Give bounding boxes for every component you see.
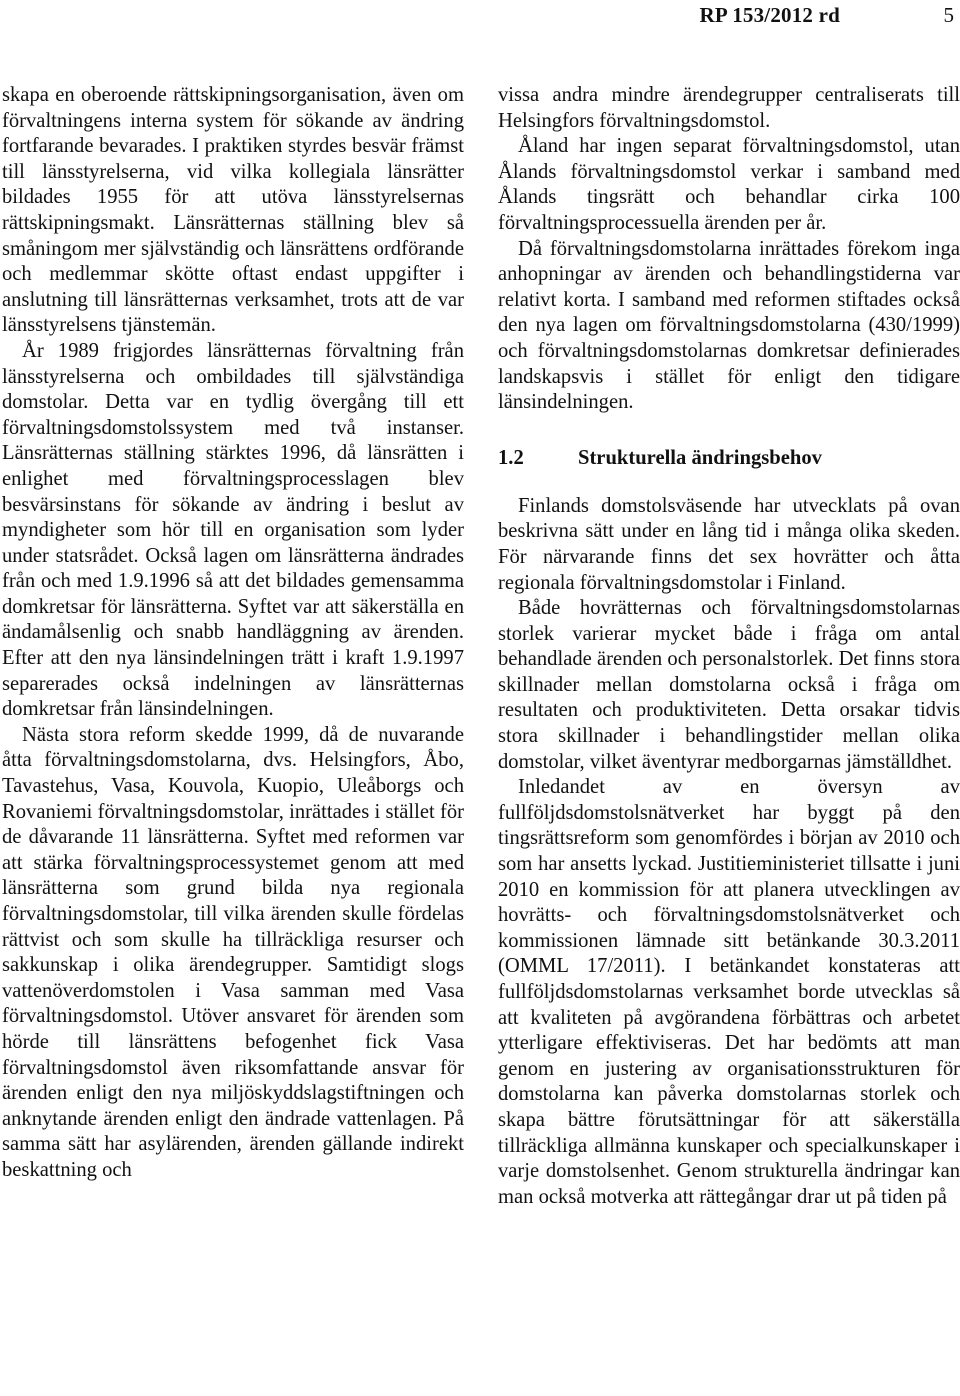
paragraph: Nästa stora reform skedde 1999, då de nuvarande åtta förvaltningsdomstolarna, dvs. Helsingfors, Åbo, Tavastehus, Vasa, Kouvola, Kuopio, Uleåborgs och Rovaniemi förvaltningsdomstolar, inrättades i stället för de dåvarande 11 länsrätterna. Syftet med reformen var att stärka förvaltningsprocessystemet genom att med länsrätterna som grund bilda nya regionala förvaltningsdomstolar, till vilka ärenden skulle fördelas rättvist och som skulle ha tillräckliga resurser och sakkunskap i olika ärendegrupper. Samtidigt slogs vattenöverdomstolen i Vasa samman med Vasa förvaltningsdomstol. Utöver ansvaret för ärenden som hörde till länsrättens befogenhet fick Vasa förvaltningsdomstol även riksomfattande ansvar för ärenden enligt den nya miljöskyddslagstiftningen och anknytande ärenden enligt den ändrade vattenlagen. På samma sätt har asylärenden, ärenden gällande indirekt beskattning och [2, 723, 464, 1181]
section-number: 1.2 [498, 446, 524, 469]
paragraph: Inledandet av en översyn av fullföljdsdomstolsnätverket har byggt på den tingsrättsreform som genomfördes i början av 2010 och som har ansetts lyckad. Justitieministeriet tillsatte i juni 2010 en kommission för att planera utvecklingen av hovrätts- och förvaltningsdomstolsnätverket och kommissionen lämnade sitt betänkande 30.3.2011 (OMML 17/2011). I betänkandet konstateras att fullföljdsdomstolarnas verksamhet borde utvecklas så att kvaliteten på avgörandena förbättras och arbetet ytterligare effektiviseras. Det har bedömts att man genom en justering av organisationsstrukturen för domstolarna kan påverka domstolarnas storlek och skapa bättre förutsättningar för att säkerställa tillräckliga allmänna kunskaper och specialkunskaper i varje domstolsenhet. Genom strukturella ändringar kan man också motverka att rättegångar drar ut på tiden på [498, 776, 960, 1208]
document-id: RP 153/2012 rd [699, 3, 840, 27]
paragraph: Åland har ingen separat förvaltningsdomstol, utan Ålands förvaltningsdomstol verkar i samband med Ålands tingsrätt och behandlar cirka 100 förvaltningsprocessuella ärenden per år. [498, 135, 960, 234]
page-header [0, 0, 960, 40]
paragraph: Finlands domstolsväsende har utvecklats på ovan beskrivna sätt under en lång tid i många olika skeden. För närvarande finns det sex hovrätter och åtta regionala förvaltningsdomstolar i Finland. [498, 494, 960, 594]
paragraph: vissa andra mindre ärendegrupper centraliserats till Helsingfors förvaltningsdomstol. [498, 84, 960, 132]
section-heading [498, 445, 960, 471]
page-number: 5 [943, 3, 954, 27]
paragraph: År 1989 frigjordes länsrätternas förvaltning från länsstyrelserna och ombildades till självständiga domstolar. Detta var en tydlig övergång till ett förvaltningsdomstolssystem med två instanser. Länsrätternas ställning stärktes 1996, då länsrätten i enlighet med förvaltningsprocesslagen blev besvärsinstans för sökande av ändring i beslut av myndigheter som hör till en organisation som lyder under statsrådet. Också lagen om länsrätterna ändrades från och med 1.9.1996 så att det bildades gemensamma domkretsar för länsrätterna. Syftet var att säkerställa en ändamålsenlig och snabb handläggning av ärenden. Efter att den nya länsindelningen trätt i kraft 1.9.1997 separerades också indelningen av länsrätternas domkretsar från länsindelningen. [2, 339, 464, 721]
paragraph: Både hovrätternas och förvaltningsdomstolarnas storlek varierar mycket både i fråga om antal behandlade ärenden och personalstorlek. Det finns stora skillnader mellan domstolarna också i fråga om resultaten och produktiviteten. Detta orsakar tidvis stora skillnader i behandlingstider mellan olika domstolar, vilket äventyrar medborgarnas jämställdhet. [498, 597, 960, 773]
left-column [2, 83, 464, 1184]
section-title: Strukturella ändringsbehov [578, 446, 822, 469]
paragraph: skapa en oberoende rättskipningsorganisation, även om förvaltningens interna system för sökande av ändring fortfarande bevarades. I praktiken styrdes besvär främst till länsstyrelserna, vid vilka kollegiala länsrätter bildades 1955 för att utöva länsstyrelsernas rättskipningsmakt. Länsrätternas ställning blev så småningom mer självständig och länsrättens ordförande och medlemmar skötte oftast endast uppgifter i anslutning till länsrätternas verksamhet, trots att de var länsstyrelsens tjänstemän. [2, 84, 464, 337]
paragraph: Då förvaltningsdomstolarna inrättades förekom inga anhopningar av ärenden och behandlingstiderna var relativt korta. I samband med reformen stiftades också den nya lagen om förvaltningsdomstolarna (430/1999) och förvaltningsdomstolarnas domkretsar definierades landskapsvis i stället för enligt den tidigare länsindelningen. [498, 237, 960, 414]
right-column [498, 83, 960, 1210]
